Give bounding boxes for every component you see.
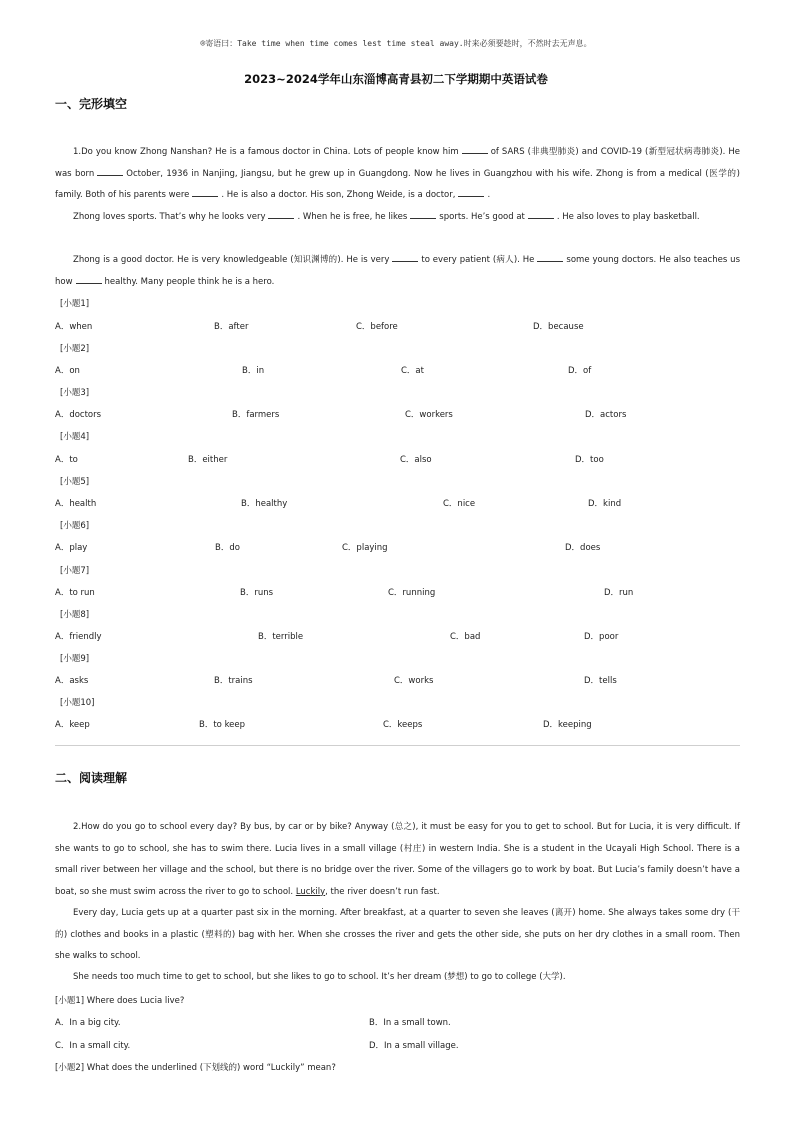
option-a[interactable]: A．on [55, 366, 80, 376]
cloze-text: some young doctors. He also teaches us how [55, 255, 741, 287]
option-a[interactable]: A．to run [55, 588, 95, 598]
option-d[interactable]: D．keeping [543, 720, 592, 730]
subquestion-label: [小题7] [60, 566, 90, 576]
option-c[interactable]: C．workers [405, 410, 453, 420]
cloze-paragraph-1 [55, 142, 740, 207]
reading-paragraph-2: Every day, Lucia gets up at a quarter past six in the morning. After breakfast, at a quarter to seven she leaves (离开) home. She always takes some dry (干的) clothes and books in a plastic (塑料的) bag with her. When she crosses the river and gets the other side, she puts on her dry clothes in a small room. Then she walks to school. [55, 908, 740, 961]
option-c[interactable]: C．before [356, 322, 398, 332]
option-a[interactable]: A．friendly [55, 632, 102, 642]
reading-paragraph-1 [55, 817, 740, 903]
option-d[interactable]: D．In a small village. [369, 1041, 459, 1051]
underlined-word: Luckily [295, 886, 326, 897]
answer-blank [462, 144, 488, 154]
option-d[interactable]: D．poor [584, 632, 619, 642]
option-d[interactable]: D．tells [584, 676, 617, 686]
option-b[interactable]: B．farmers [232, 410, 280, 420]
cloze-text: to every patient (病人). He [421, 255, 535, 265]
answer-blank [192, 187, 218, 197]
option-d[interactable]: D．actors [585, 410, 627, 420]
option-c[interactable]: C．In a small city. [55, 1041, 131, 1051]
subquestion-label: [小题9] [60, 654, 90, 664]
option-a[interactable]: A．In a big city. [55, 1018, 121, 1028]
cloze-paragraph-2 [55, 207, 740, 229]
option-d[interactable]: D．of [568, 366, 592, 376]
cloze-text: . When he is free, he likes [297, 212, 408, 222]
option-c[interactable]: C．bad [450, 632, 481, 642]
option-b[interactable]: B．to keep [199, 720, 246, 730]
option-a[interactable]: A．doctors [55, 410, 102, 420]
option-a[interactable]: A．health [55, 499, 97, 509]
option-d[interactable]: D．run [604, 588, 634, 598]
subquestion-label: [小题4] [60, 432, 90, 442]
section-heading-reading: 二、阅读理解 [55, 771, 128, 785]
option-b[interactable]: B．trains [214, 676, 253, 686]
subquestion-label: [小题1] Where does Lucia live? [55, 996, 185, 1006]
option-b[interactable]: B．in [242, 366, 265, 376]
page-title: 2023~2024学年山东淄博高青县初二下学期期中英语试卷 [244, 72, 548, 86]
option-d[interactable]: D．kind [588, 499, 622, 509]
option-b[interactable]: B．terrible [258, 632, 304, 642]
option-a[interactable]: A．when [55, 322, 93, 332]
cloze-text: Zhong is a good doctor. He is very knowledgeable (知识渊博的). He is very [73, 255, 390, 265]
option-b[interactable]: B．either [188, 455, 228, 465]
option-c[interactable]: C．playing [342, 543, 388, 553]
option-c[interactable]: C．running [388, 588, 436, 598]
answer-blank [268, 209, 294, 219]
subquestion-label: [小题6] [60, 521, 90, 531]
answer-blank [392, 252, 418, 262]
cloze-text: . [487, 190, 491, 200]
reading-text: 2.How do you go to school every day? By bus, by car or by bike? Anyway (总之), it must be easy for you to get to school. But for Lucia, it is very difficult. If she wants to go to school, she has to swim there. Lucia lives in a small village (村庄) in western India. She is a student in the Ucayali High School. There is a small river between her village and the school, but there is no bridge over the river. Some of the villagers go to work by boat. But Lucia’s family doesn’t have a boat, so she must swim across the river to go to school. [55, 822, 740, 897]
option-b[interactable]: B．after [214, 322, 249, 332]
answer-blank [537, 252, 563, 262]
option-b[interactable]: B．healthy [241, 499, 288, 509]
option-c[interactable]: C．also [400, 455, 432, 465]
option-c[interactable]: C．nice [443, 499, 476, 509]
option-c[interactable]: C．at [401, 366, 424, 376]
answer-blank [76, 274, 102, 284]
section-heading-cloze: 一、完形填空 [55, 97, 128, 111]
cloze-paragraph-3 [55, 250, 740, 293]
subquestion-label: [小题3] [60, 388, 90, 398]
subquestion-label: [小题10] [60, 698, 95, 708]
option-a[interactable]: A．play [55, 543, 88, 553]
answer-blank [410, 209, 436, 219]
option-a[interactable]: A．keep [55, 720, 90, 730]
cloze-text: of SARS (非典型肺炎) and COVID-19 (新型冠状病毒肺炎). He was born [55, 147, 740, 179]
cloze-text: Zhong loves sports. That’s why he looks very [73, 212, 266, 222]
option-d[interactable]: D．too [575, 455, 604, 465]
answer-blank [458, 187, 484, 197]
cloze-text: . He is also a doctor. His son, Zhong Weide, is a doctor, [221, 190, 456, 200]
subquestion-label: [小题2] [60, 344, 90, 354]
option-d[interactable]: D．does [565, 543, 601, 553]
cloze-text: October, 1936 in Nanjing, Jiangsu, but he grew up in Guangdong. Now he lives in Guangzhou with his wife. Zhong is from a medical (医学的) family. Both of his parents were [55, 168, 740, 200]
option-b[interactable]: B．do [215, 543, 240, 553]
reading-paragraph-3: She needs too much time to get to school, but she likes to go to school. It’s her dream (梦想) to go to college (大学). [73, 972, 566, 982]
option-b[interactable]: B．runs [240, 588, 274, 598]
cloze-text: . He also loves to play basketball. [556, 212, 700, 222]
reading-text: , the river doesn’t run fast. [325, 886, 440, 897]
subquestion-label: [小题5] [60, 477, 90, 487]
option-c[interactable]: C．keeps [383, 720, 423, 730]
subquestion-label: [小题2] What does the underlined (下划线的) word “Luckily” mean? [55, 1063, 336, 1073]
motto-banner: ®寄语曰：Take time when time comes lest time steal away.时来必须要趁时，不然时去无声息。 [200, 39, 592, 48]
subquestion-label: [小题1] [60, 299, 90, 309]
answer-blank [528, 209, 554, 219]
cloze-text: 1.Do you know Zhong Nanshan? He is a famous doctor in China. Lots of people know him [73, 147, 459, 157]
option-a[interactable]: A．to [55, 455, 78, 465]
cloze-text: healthy. Many people think he is a hero. [104, 276, 275, 287]
option-b[interactable]: B．In a small town. [369, 1018, 451, 1028]
option-a[interactable]: A．asks [55, 676, 89, 686]
subquestion-label: [小题8] [60, 610, 90, 620]
option-d[interactable]: D．because [533, 322, 584, 332]
option-c[interactable]: C．works [394, 676, 434, 686]
section-divider [55, 745, 740, 746]
answer-blank [97, 166, 123, 176]
cloze-text: sports. He’s good at [439, 212, 525, 222]
